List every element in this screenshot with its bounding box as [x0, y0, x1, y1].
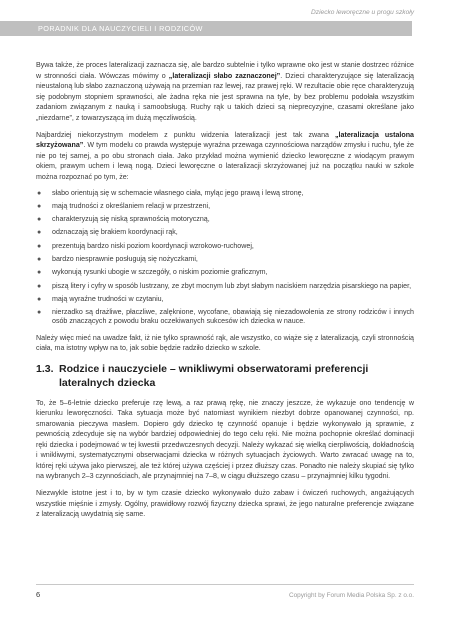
list-item: [36, 255, 414, 264]
list-item: [36, 295, 414, 304]
paragraph-2: [36, 130, 414, 183]
paragraph-2-text-end: . W tym modelu co prawda występuje wyraźna przewaga czynnościowa narządów zmysłu i ruchu, tyle że nie po tej samej, a po obu stronach ciała. Jako przykład można wymienić dziecko leworęczne z wiodącym prawym okiem, prawym uchem i lewą nogą. Dzieci leworęczne o lateralizacji skrzyżowanej już na początku nauki w szkole można rozpoznać po tym, że:: [36, 141, 414, 181]
symptom-list: [36, 189, 414, 327]
list-item: [36, 189, 414, 198]
paragraph-4: To, że 5–6-letnie dziecko preferuje rzę lewą, a raz prawą rękę, nie znaczy jeszcze, że wykazuje ono tendencję w kierunku leworęczności. Taka sytuacja może być natomiast wynikiem niezbyt dobrze opanowanej czynności, np. smarowania pieczywa masłem. Dopiero gdy dziecko tę czynność opanuje i będzie wykonywało ją sprawnie, z pewnością zdecyduje się na wybór bardziej odpowiedniej do tego celu ręki. Nie można pochopnie określać dominacji ręki dziecka i podejmować w tej kwestii przedwczesnych decyzji. Należy wykazać się wielką cierpliwością, dokładnością i wnikliwymi, systematycznymi obserwacjami dziecka w różnych sytuacjach życiowych. Warto zwracać uwagę na to, której ręki używa jako pierwszej, ale też której używa częściej i przez dłuższy czas. Ponadto nie należy skupiać się tylko na wybranych 2–3 czynnościach, ale przynajmniej na 7–8, w ciągu dłuższego czasu – przynajmniej kilku tygodni.: [36, 398, 414, 481]
paragraph-1-text: Bywa także, że proces lateralizacji zaznacza się, ale bardzo subtelnie i tylko wprawne oko jest w stanie dostrzec różnice w stronności ciała. Wówczas mówimy o: [36, 61, 414, 80]
bullet-icon: ●: [37, 295, 42, 303]
page-body: [36, 60, 414, 526]
paragraph-1: [36, 60, 414, 123]
list-item: [36, 202, 414, 211]
bullet-icon: ●: [37, 189, 42, 197]
bullet-icon: ●: [37, 202, 42, 210]
list-item-text: prezentują bardzo niski poziom koordynacji wzrokowo-ruchowej,: [52, 241, 254, 250]
banner-title: PORADNIK DLA NAUCZYCIELI I RODZICÓW: [38, 23, 203, 33]
bullet-icon: ●: [37, 269, 42, 277]
section-number: 1.3.: [36, 362, 54, 375]
list-item: [36, 282, 414, 291]
section-banner: [0, 21, 412, 36]
list-item-text: słabo orientują się w schemacie własnego ciała, myląc jego prawą i lewą stronę,: [52, 188, 304, 197]
paragraph-1-text-end: . Dzieci charakteryzujące się lateralizacją nieustaloną lub słabo zaznaczoną używają na przemian raz lewej, raz prawej ręki. W rezultacie obie ręce charakteryzują się podobnym stopniem sprawności, ale żadna ręka nie jest sprawna na tyle, by bez problemu podołała wszystkim zadaniom związanym z nauką i samoobsługą. Ruchy rąk u takich dzieci są nieprecyzyjne, czasami określane jako „niezdarne”, z towarzyszącą im dużą męczliwością.: [36, 71, 414, 122]
paragraph-5: Niezwykle istotne jest i to, by w tym czasie dziecko wykonywało dużo zabaw i ćwiczeń ruchowych, angażujących wszystkie mięśnie i zmysły. Ogólny, prawidłowy rozwój fizyczny dziecka sprawi, że jego naturalne preferencje związane z lateralizacją uwydatnią się same.: [36, 489, 414, 519]
paragraph-2-text: Najbardziej niekorzystnym modelem z punktu widzenia lateralizacji jest tak zwana: [36, 130, 335, 139]
list-item-text: piszą litery i cyfry w sposób lustrzany, ze zbyt mocnym lub zbyt słabym naciskiem narzędzia pisarskiego na papier,: [52, 281, 412, 290]
bullet-icon: ●: [37, 255, 42, 263]
list-item-text: mają wyraźne trudności w czytaniu,: [52, 294, 164, 303]
list-item: [36, 308, 414, 327]
bullet-icon: ●: [37, 229, 42, 237]
list-item-text: bardzo niesprawnie posługują się nożyczkami,: [52, 254, 198, 263]
list-item: [36, 242, 414, 251]
footer-divider: [36, 584, 414, 585]
bullet-icon: ●: [37, 282, 42, 290]
term-crossed-lateralization: „lateralizacja ustalona skrzyżowana”: [36, 130, 414, 149]
bullet-icon: ●: [37, 216, 42, 224]
list-item: [36, 228, 414, 237]
term-weak-lateralization: „lateralizacji słabo zaznaczonej”: [168, 71, 281, 80]
list-item-text: charakteryzują się niską sprawnością motoryczną,: [52, 215, 210, 224]
paragraph-3: Należy więc mieć na uwadze fakt, iż nie tylko sprawność rąk, ale wszystko, co wiąże się z lateralizacją, czyli stronnością ciała, ma istotny wpływ na to, jak sobie będzie radziło dziecko w szkole.: [36, 333, 414, 353]
section-title: Rodzice i nauczyciele – wnikliwymi obserwatorami preferencji lateralnych dziecka: [59, 362, 369, 389]
list-item: [36, 215, 414, 224]
running-head: Dziecko leworęczne u progu szkoły: [311, 9, 414, 16]
list-item-text: wykonują rysunki ubogie w szczegóły, o niskim poziomie graficznym,: [52, 268, 268, 277]
bullet-icon: ●: [37, 309, 42, 317]
section-heading: [36, 362, 414, 390]
list-item: [36, 268, 414, 277]
copyright-notice: Copyright by Forum Media Polska Sp. z o.o.: [288, 592, 414, 599]
page-number: 6: [36, 590, 41, 599]
list-item-text: mają trudności z określaniem relacji w przestrzeni,: [52, 201, 211, 210]
bullet-icon: ●: [37, 242, 42, 250]
list-item-text: nierzadko są drażliwe, płaczliwe, zalęknione, wycofane, obawiają się niezadowolenia ze strony rodziców i innych osób znaczących z powodu braku oczekiwanych sukcesów ich dziecka w nauce.: [52, 308, 414, 326]
list-item-text: odznaczają się brakiem koordynacji rąk,: [52, 228, 178, 237]
